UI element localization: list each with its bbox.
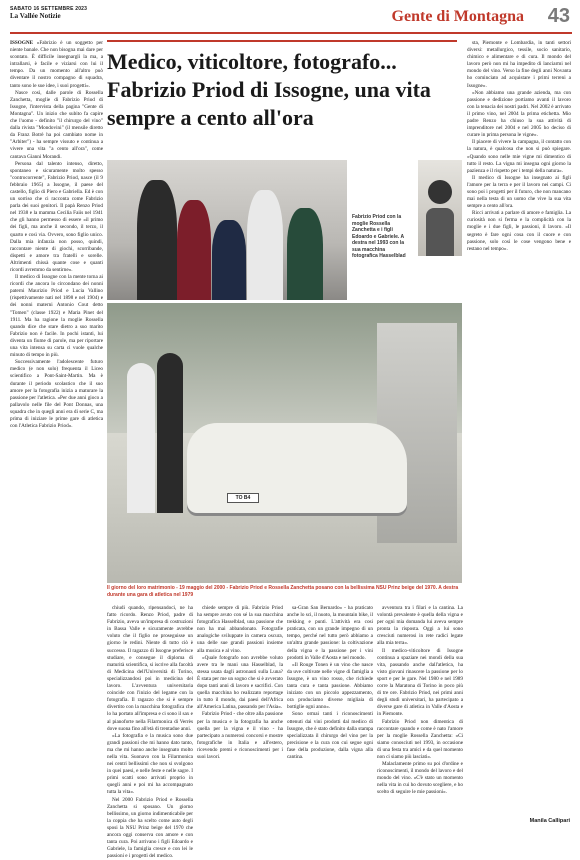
paragraph-text: Ricci arrivati a parlare di amore e famiglia. La curiosità non si ferma e la complicità con la moglie e i due figli, le passioni, il lavoro. «Il segreto è fare ogni cosa con il cuore e con passione, solo così le cose vengono bene e restano nel tempo». bbox=[467, 210, 571, 252]
article-column-4 bbox=[287, 605, 373, 830]
paragraph bbox=[377, 648, 463, 719]
paragraph bbox=[10, 359, 103, 430]
paragraph bbox=[107, 797, 193, 860]
wedding-car-photo bbox=[107, 303, 462, 583]
wedding-photo-caption: Il giorno del loro matrimonio - 19 maggio del 2000 - Fabrizio Priod e Rossella Zanchetta posano con la bellissima NSU Prinz beige del 1970. A destra durante una gara di atletica nel 1979 bbox=[107, 585, 459, 598]
paragraph bbox=[107, 733, 193, 797]
paragraph-text: Sono ormai tanti i riconoscimenti ottenuti dai vini prodotti dal medico di Issogne, che è stato definito dalla stampa specializzata il chirurgo del vino per la precisione e la cura con cui segue ogni fase della produzione, dalla vigna alla cantina. bbox=[287, 711, 373, 760]
article-column-1 bbox=[10, 40, 103, 830]
page-number: 43 bbox=[547, 5, 570, 27]
headline-box bbox=[107, 40, 457, 158]
header-rule bbox=[10, 32, 572, 34]
section-title: Gente di Montagna bbox=[391, 8, 524, 25]
paragraph-text: Il medico-viticoltore di Issogne continua a spaziare nei mondi della sua vita, passando anche dall'atletica, ha visto giovani rinascere la passione per lo sport e per le gare. Nel 1980 e nel 1989 corre la Maratona di Torino in poco più di tre ore. Fabrizio Priod, nei primi anni degli studi universitari, ha partecipato a diverse gare di atletica in Valle d'Aosta e in Piemonte. bbox=[377, 647, 463, 718]
paragraph bbox=[287, 711, 373, 761]
paragraph bbox=[467, 40, 571, 90]
paragraph-text: chiudi quando, ripensandoci, ne ha fatto ricordo. Renzo Priod, padre di Fabrizio, aveva un'impresa di costruzioni in Bassa Valle e sicuramente avrebbe voluto che il figlio ne proseguisse un giorno le redini. Niente di tutto ciò è successo. Il ragazzo di Issogne preferisce studiare, e consegue il diploma di maturità scientifica, si iscrive alla facoltà di Medicina dell'Università di Torino, specializzandosi poi in medicina del lavoro. L'avventura universitaria coincide con l'inizio del legame con la fotografia. Il ragazzo che si è sempre divertito con la macchina fotografica che lo ha portato all'impresa e ci sono il sax e al pianoforte nella Filarmonica di Verrès dove suona fino all'età di trentadue anni. bbox=[107, 605, 193, 732]
article-column-5 bbox=[377, 605, 463, 830]
paragraph bbox=[467, 90, 571, 140]
paragraph-text: chiede sempre di più. Fabrizio Priod ha sempre avuto con sé la sua macchina fotografica Hasselblad, una passione che non ha mai abbandonato. Fotografie analogiche sviluppate in camera oscura, una delle sue grandi passioni insieme alla musica e al vino. bbox=[197, 605, 283, 654]
family-photo bbox=[107, 160, 347, 300]
masthead bbox=[0, 0, 580, 30]
paragraph-text: Persona dal talento intenso, diretto, spontaneo e sicuramente molto spesso "controcorrente", Fabrizio Priod, nasce (il 9 febbraio 1965) a Issogne, il paese del castello, figlio di Piero e Gabriella. Ed è con un sorriso che ci racconta come Fabrizio parla dei suoi genitori. Il papà Renzo Priod nel 1938 e la mamma Cecilia Faiis nel 1941 che gli hanno permesso di essere «il primo dei figli, ma anche il secondo, il terzo, il quarto e così via. Ovvero, sono figlio unico. Dalla mia infanzia non posso, quindi, raccontare niente di giochi, scorribande, dispetti e amore tra fratelli e sorelle. Altrimenti chissà quante cose e quanti ricordi avremmo da sentirne». bbox=[10, 160, 103, 273]
paragraph bbox=[377, 761, 463, 796]
nsu-prinz-car bbox=[187, 423, 407, 513]
paragraph-text: Nel 2000 Fabrizio Priod e Rossella Zanchetta si sposano. Un giorno bellissimo, un giorno indimenticabile per la coppia che ha scelto come auto degli sposi la NSU Prinz beige del 1970 che ancora oggi conserva con amore e con tanta cura. Poi arrivano i figli Edoardo e Gabriele, la famiglia cresce e con lei le passioni e i progetti del medico. bbox=[107, 796, 193, 860]
paragraph-text: sa-Gran San Bernardo» - ha praticato anche lo sci, il nuoto, la mountain bike, il trekking e punti. L'attività era cosi praticata, con un grande impegno di un tempo, perché nel tutto però abbiamo a un'altra grande passione: la coltivazione della vigna e la passione per i vini prodotti in Valle d'Aosta e nel mondo. bbox=[287, 605, 374, 661]
paragraph bbox=[467, 175, 571, 210]
paragraph-text: «La fotografia e la musica sono due grandi passioni che mi hanno dato tanto, ma che mi hanno anche insegnato molto nella vita. Suonavo con la Filarmonica nei centri bellissimi che non si svolgono in quei paesi, e nelle feste e nelle sagre. I primi scatti sono arrivati proprio in quegli anni e poi mi ha accompagnato tutta la vita». bbox=[107, 732, 193, 796]
paragraph bbox=[287, 605, 373, 662]
author-signature: Manila Callipari bbox=[529, 818, 570, 824]
headline: Medico, viticoltore, fotografo... Fabrizio Priod di Issogne, una vita sempre a cento all'ora bbox=[107, 49, 431, 130]
article-column-2 bbox=[107, 605, 193, 860]
paragraph-text: Fabrizio Priod non dimentica di raccontare quando e come è nato l'amore per la moglie Rossella Zanchetta: «Ci siamo conosciuti nel 1993, in occasione di una festa tra amici e da quel momento non ci siamo più lasciati». bbox=[377, 718, 463, 760]
paragraph bbox=[107, 605, 193, 733]
paragraph-text: «Fabrizio è un soggetto per niente banale. Che non bisogna mai dare per scontato. È difficile insegnargli la ma, a intrallarsi, è facile e viziarsi con lui il tempo. Da un momento all'altro può diventare il nostro compagno di squadra, tanto sono le sue idee, i suoi progetti». bbox=[10, 40, 103, 89]
paragraph bbox=[197, 605, 283, 655]
paragraph-text: «Quale fotografo non avrebbe voluto avere tra le mani una Hasselblad, la stessa usata dagli astronauti sulla Luna? È stata per me un sogno che si è avverato dopo tanti anni di lavoro e sacrifici. Con quella macchina ho realizzato reportage in tutto il mondo, dai paesi dell'Africa all'America Latina, passando per l'Asia». bbox=[197, 654, 283, 711]
paragraph bbox=[377, 605, 463, 648]
newspaper-name: La Vallée Notizie bbox=[10, 12, 61, 20]
paragraph-text: Successivamente l'adolescente futuro medico (e non solo) frequenta il Liceo scientifico a Pont-Saint-Martin. Ma è durante il periodo scolastico che il suo amore per la fotografia inizia a maturare la passione per l'atletica. «Per due anni gioco a pallavolo nelle file del Pont Donnas, una squadra che in quegli anni era di serie C, ma prima di iniziare le prime gare di atletica con l'Atletica Fabrizio Priod». bbox=[10, 359, 103, 430]
family-photo-caption: Fabrizio Priod con la moglie Rossella Zanchetta e i figli Edoardo e Gabriele. A destra nel 1993 con la sua macchina fotografica Hasselblad bbox=[352, 214, 406, 259]
paragraph-text: sta, Piemonte e Lombardia, in tanti settori diversi: metallurgico, tessile, socio sanitario, chimico e alimentare e di cura. Il mondo del lavoro però non mi ha impedito di lanciarmi nel mondo del vino. Verso la fine degli anni Novanta ho cominciato ad acquistare i primi terreni a Issogne». bbox=[467, 40, 571, 89]
hasselblad-photo bbox=[418, 160, 462, 256]
dateline: ISSOGNE bbox=[10, 40, 34, 46]
paragraph bbox=[10, 274, 103, 359]
paragraph bbox=[10, 90, 103, 161]
paragraph bbox=[467, 210, 571, 253]
paragraph bbox=[10, 40, 103, 90]
paragraph bbox=[377, 719, 463, 762]
article-column-3 bbox=[197, 605, 283, 830]
paragraph-text: Nasce così, dalle parole di Rossella Zanchetta, moglie di Fabrizio Priod di Issogne, l'intervista della pagina "Gente di Montagna". Un inizio che subito fa capire che l'uomo - definito "il chirurgo del vino" dalla rivista "Mondovini" (il mensile diretto da Franz Botrè ha poi cambiato nome in "Arbiter") - ha sempre vissuto e continua a vivere una vita "a cento all'ora", come cantava Gianni Morandi. bbox=[10, 89, 103, 160]
paragraph-text: Malaclamente primo su poi d'ordine e riconoscimenti, il mondo del lavoro e del mondo del vino. «C'è stato un momento nella vita in cui ho dovuto scegliere, e ho scelto di seguire le mie passioni». bbox=[377, 761, 463, 796]
paragraph-text: Fabrizio Priod - che oltre alla passione per la musica e la fotografia ha anche quella per la vigna e il vino - ha partecipato a numerosi concorsi e mostre fotografiche in Italia e all'estero, ricevendo premi e riconoscimenti per i suoi lavori. bbox=[197, 711, 283, 760]
paragraph bbox=[197, 655, 283, 712]
paragraph-text: Il medico di Issogne con la mente torna ai ricordi che ancora lo circondano dei nonni paterni Maurizio Priod e Lucia Vallino (rispettivamente nati nel 1898 e nel 1904) e dei nonni materni Antonio Cout detto "Tomen" (classe 1922) e Maria Pinet del 1911. Ma ha ragione la moglie Rossella quando dice che stare dietro a suo marito Fabrizio non è facile. In pochi istanti, lui diventa un fiume di parole, ma per riportare una vita intensa su carta ci vuole qualche minuto di tempo in più. bbox=[10, 274, 103, 359]
issue-date: SABATO 16 SETTEMBRE 2023 bbox=[10, 6, 88, 12]
paragraph bbox=[287, 662, 373, 712]
paragraph-text: Il medico di Issogne ha insegnato ai figli l'amore per la terra e per il lavoro nei campi. Ci sono poi i progetti per il futuro, che non mancano mai nella testa di un uomo che vive la sua vita sempre a cento all'ora. bbox=[467, 174, 571, 210]
paragraph bbox=[467, 139, 571, 174]
paragraph-text: Il piacere di vivere la campagna, il contatto con la natura, è qualcosa che non si può spiegare. «Quando sono nelle mie vigne mi dimentico di tutto il resto. La vigna mi insegna ogni giorno la pazienza e il rispetto per i tempi della natura». bbox=[467, 139, 571, 174]
article-column-6 bbox=[467, 40, 571, 810]
paragraph bbox=[197, 711, 283, 761]
paragraph bbox=[10, 161, 103, 275]
paragraph-text: «Il Rouge Tonen è un vino che nasce da uve coltivate nelle vigne di famiglia a Issogne, è un vino rosso, che richiede tanta cura e tanta passione. Abbiamo iniziato con un piccolo appezzamento, ora produciamo diverse migliaia di bottiglie ogni anno». bbox=[287, 661, 373, 711]
paragraph-text: avventura tra i filari e la cantina. La volontà prevalente è quella della vigna e per ogni mia domanda lui aveva sempre pronta la risposta. Oggi a lui sono cresciuti numerosi in rete radici legate alla mia terra». bbox=[377, 605, 463, 647]
paragraph-text: «Non abbiamo una grande azienda, ma con passione e dedizione portiamo avanti il lavoro con la tenacia dei nostri padri. Nel 2002 è arrivato il primo vino, nel 2004 la prima etichetta. Mio padre Renzo ha chiuso la sua attività di imprenditore nel 2004 e nel 2005 ho deciso di curare in prima persona le vigne». bbox=[467, 89, 571, 139]
license-plate: TO B4 bbox=[227, 493, 259, 503]
